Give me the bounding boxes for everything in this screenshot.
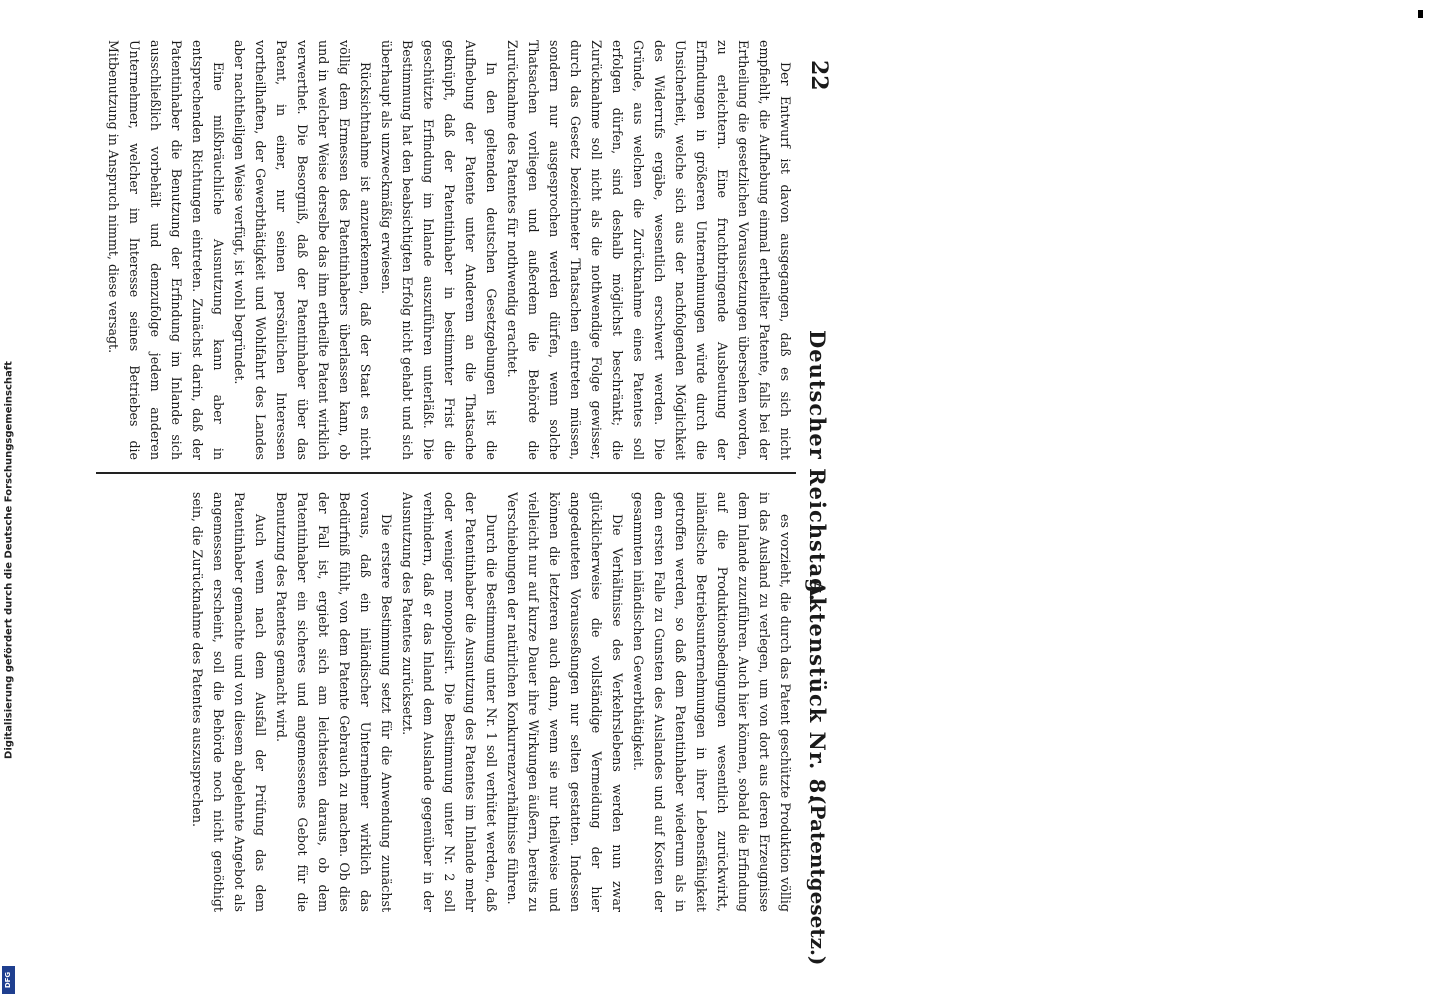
paragraph: es vorzieht, die durch das Patent geschützte Produktion völlig in das Ausland zu verlegen, um von dort aus deren Erzeugnisse dem Inlande zuzuführen. Auch hier können, sobald die Erfindung auf die Produktionsbedingungen wesentlich zurückwirkt, inländische Betriebsunternehmungen in ihrer Lebensfähigkeit getroffen werden, so daß dem Patentinhaber wiederum als in dem ersten Falle zu Gunsten des Auslandes und auf Kosten der gesammten inländischen Gewerbthätigkeit. — [631, 492, 793, 912]
digitization-footer — [0, 0, 18, 1000]
paragraph: Rücksichtnahme ist anzuerkennen, daß der Staat es nicht völlig dem Ermessen des Patentinhabers überlassen kann, ob und in welcher Weise derselbe das ihm ertheilte Patent wirklich verwerthet. Die Besorgniß, daß der Patentinhaber über das Patent, in einer, nur seinen persönlichen Interessen vortheilhaften, der Gewerbthätigkeit und Wohlfahrt des Landes aber nachtheiligen Weise verfügt, ist wohl begründet. — [232, 40, 373, 460]
scan-edge-mark — [1418, 10, 1423, 18]
paragraph: Eine mißbräuchliche Ausnutzung kann aber in entsprechenden Richtungen eintreten. Zunächst darin, daß der Patentinhaber die Benutzung der Erfindung im Inlande sich ausschließlich vorbehält und demzufolge jedem anderen Unternehmer, welcher im Interesse seines Betriebes die Mitbenutzung in Anspruch nimmt, diese versagt. — [106, 40, 226, 460]
page-number: 22 — [806, 60, 832, 91]
paragraph: Durch die Bestimmung unter Nr. 1 soll verhütet werden, daß der Patentinhaber die Ausnutzung des Patentes im Inlande mehr oder weniger monopolisirt. Die Bestimmung unter Nr. 2 soll verhindern, daß er das Inland dem Auslande gegenüber in der Ausnutzung des Patentes zurücksetzt. — [400, 492, 499, 912]
dfg-logo — [2, 966, 15, 994]
left-text-column — [96, 40, 796, 460]
paragraph: Die erstere Bestimmung setzt für die Anwendung zunächst voraus, daß ein inländischer Unternehmer wirklich das Bedürfniß fühlt, von dem Patente Gebrauch zu machen. Ob dies der Fall ist, ergiebt sich am leichtesten daraus, ob dem Patentinhaber ein sicheres und angemessenes Gebot für die Benutzung des Patentes gemacht wird. — [274, 492, 394, 912]
footer-credit-text: Digitalisierung gefördert durch die Deutsche Forschungsgemeinschaft — [3, 361, 15, 759]
dfg-logo-text: DFG — [4, 971, 13, 989]
paragraph: In den geltenden deutschen Gesetzgebungen ist die Aufhebung der Patente unter Anderem an die Thatsache geknüpft, daß der Patentinhaber in bestimmter Frist die geschützte Erfindung im Inlande auszuführen unterläßt. Die Bestimmung hat den beabsichtigten Erfolg nicht gehabt und sich überhaupt als unzweckmäßig erwiesen. — [379, 40, 499, 460]
right-text-column — [96, 492, 796, 912]
running-title: Deutscher Reichstag. — [805, 330, 830, 603]
paragraph: Der Entwurf ist davon ausgegangen, daß es sich nicht empfiehlt, die Aufhebung einmal ertheilter Patente, falls bei der Ertheilung die gesetzlichen Voraussetzungen übersehen worden, zu erleichtern. Eine fruchtbringende Ausbeutung der Erfindungen in größeren Unternehmungen würde durch die Unsicherheit, welche sich aus der nachfolgenden Möglichkeit des Widerrufs ergäbe, wesentlich erschwert werden. Die Gründe, aus welchen die Zurücknahme eines Patentes soll erfolgen dürfen, sind deshalb möglichst beschränkt; die Zurücknahme soll nicht als die nothwendige Folge gewisser, durch das Gesetz bezeichneter Thatsachen eintreten müssen, sondern nur ausgesprochen werden dürfen, wenn solche Thatsachen vorliegen und außerdem die Behörde die Zurücknahme des Patentes für nothwendig erachtet. — [505, 40, 793, 460]
paragraph: Die Verhältnisse des Verkehrslebens werden nun zwar glücklicherweise die vollständige Vermeidung der hier angedeuteten Vorausseßungen nur selten gestatten. Indessen können die letzteren auch dann, wenn sie nur theilweise und vielleicht nur auf kurze Dauer ihre Wirkungen äußern, bereits zu Verschiebungen der natürlichen Konkurrenzverhältnisse führen. — [505, 492, 625, 912]
paragraph: Auch wenn nach dem Ausfall der Prüfung das dem Patentinhaber gemachte und von diesem abgelehnte Angebot als angemessen erscheint, soll die Behörde noch nicht genöthigt sein, die Zurücknahme des Patentes auszusprechen. — [190, 492, 268, 912]
section-subtitle: (Patentgesetz.) — [806, 795, 830, 966]
page-header — [802, 60, 836, 966]
scanned-page — [82, 0, 842, 1000]
section-title: Aktenstück Nr. 8. — [805, 580, 830, 803]
column-divider — [96, 472, 796, 474]
